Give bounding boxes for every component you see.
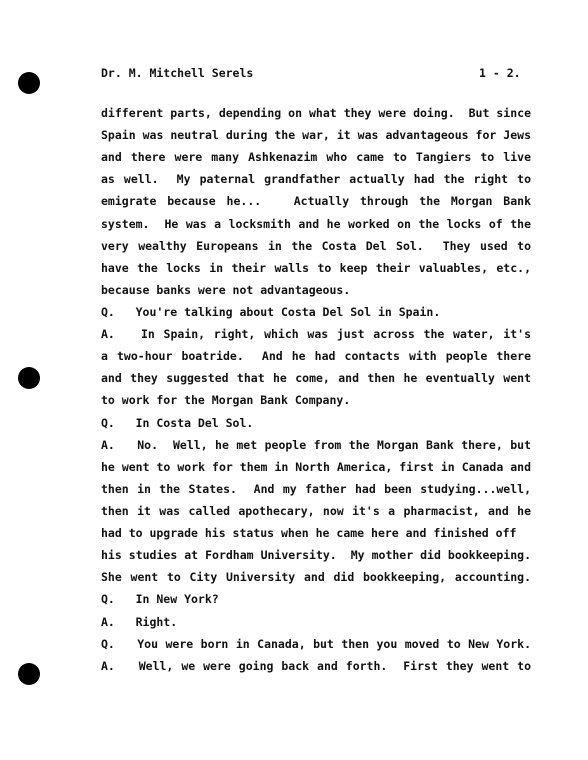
transcript-line: She went to City University and did bookkeeping, accounting. xyxy=(101,570,531,585)
transcript-line: emigrate because he... Actually through the Morgan Bank xyxy=(101,194,531,209)
transcript-line: have the locks in their walls to keep their valuables, etc., xyxy=(101,260,531,275)
transcript-line: then in the States. And my father had been studying...well, xyxy=(101,481,531,496)
transcript-line: had to upgrade his status when he came here and finished off xyxy=(101,526,517,541)
transcript-line: then it was called apothecary, now it's a pharmacist, and he xyxy=(101,503,531,518)
transcript-line: his studies at Fordham University. My mother did bookkeeping. xyxy=(101,548,531,563)
transcript-line: to work for the Morgan Bank Company. xyxy=(101,393,351,408)
transcript-line: and there were many Ashkenazim who came to Tangiers to live xyxy=(101,150,531,165)
punch-hole-top xyxy=(18,72,40,94)
transcript-line: A. No. Well, he met people from the Morgan Bank there, but xyxy=(101,437,531,452)
transcript-line: A. Well, we were going back and forth. First they went to xyxy=(101,658,531,673)
transcript-line: he went to work for them in North America, first in Canada and xyxy=(101,459,531,474)
transcript-line: Spain was neutral during the war, it was advantageous for Jews xyxy=(101,128,531,143)
transcript-line: very wealthy Europeans in the Costa Del Sol. They used to xyxy=(101,238,531,253)
transcript-body xyxy=(101,102,531,677)
page-number: 1 - 2. xyxy=(479,66,521,80)
transcript-line: because banks were not advantageous. xyxy=(101,282,351,297)
transcript-line: Q. You were born in Canada, but then you moved to New York. xyxy=(101,636,531,651)
header-interviewee-name: Dr. M. Mitchell Serels xyxy=(101,66,254,80)
transcript-line: system. He was a locksmith and he worked on the locks of the xyxy=(101,216,531,231)
transcript-line: A. Right. xyxy=(101,614,178,629)
punch-hole-bottom xyxy=(18,663,40,685)
transcript-line: Q. In New York? xyxy=(101,592,219,607)
transcript-line: Q. You're talking about Costa Del Sol in Spain. xyxy=(101,304,441,319)
transcript-line: a two-hour boatride. And he had contacts with people there xyxy=(101,349,531,364)
punch-hole-middle xyxy=(18,367,40,389)
transcript-line: as well. My paternal grandfather actually had the right to xyxy=(101,172,531,187)
transcript-line: Q. In Costa Del Sol. xyxy=(101,415,254,430)
transcript-line: different parts, depending on what they were doing. But since xyxy=(101,106,531,120)
transcript-line: and they suggested that he come, and then he eventually went xyxy=(101,371,531,386)
transcript-line: A. In Spain, right, which was just across the water, it's xyxy=(101,327,531,342)
